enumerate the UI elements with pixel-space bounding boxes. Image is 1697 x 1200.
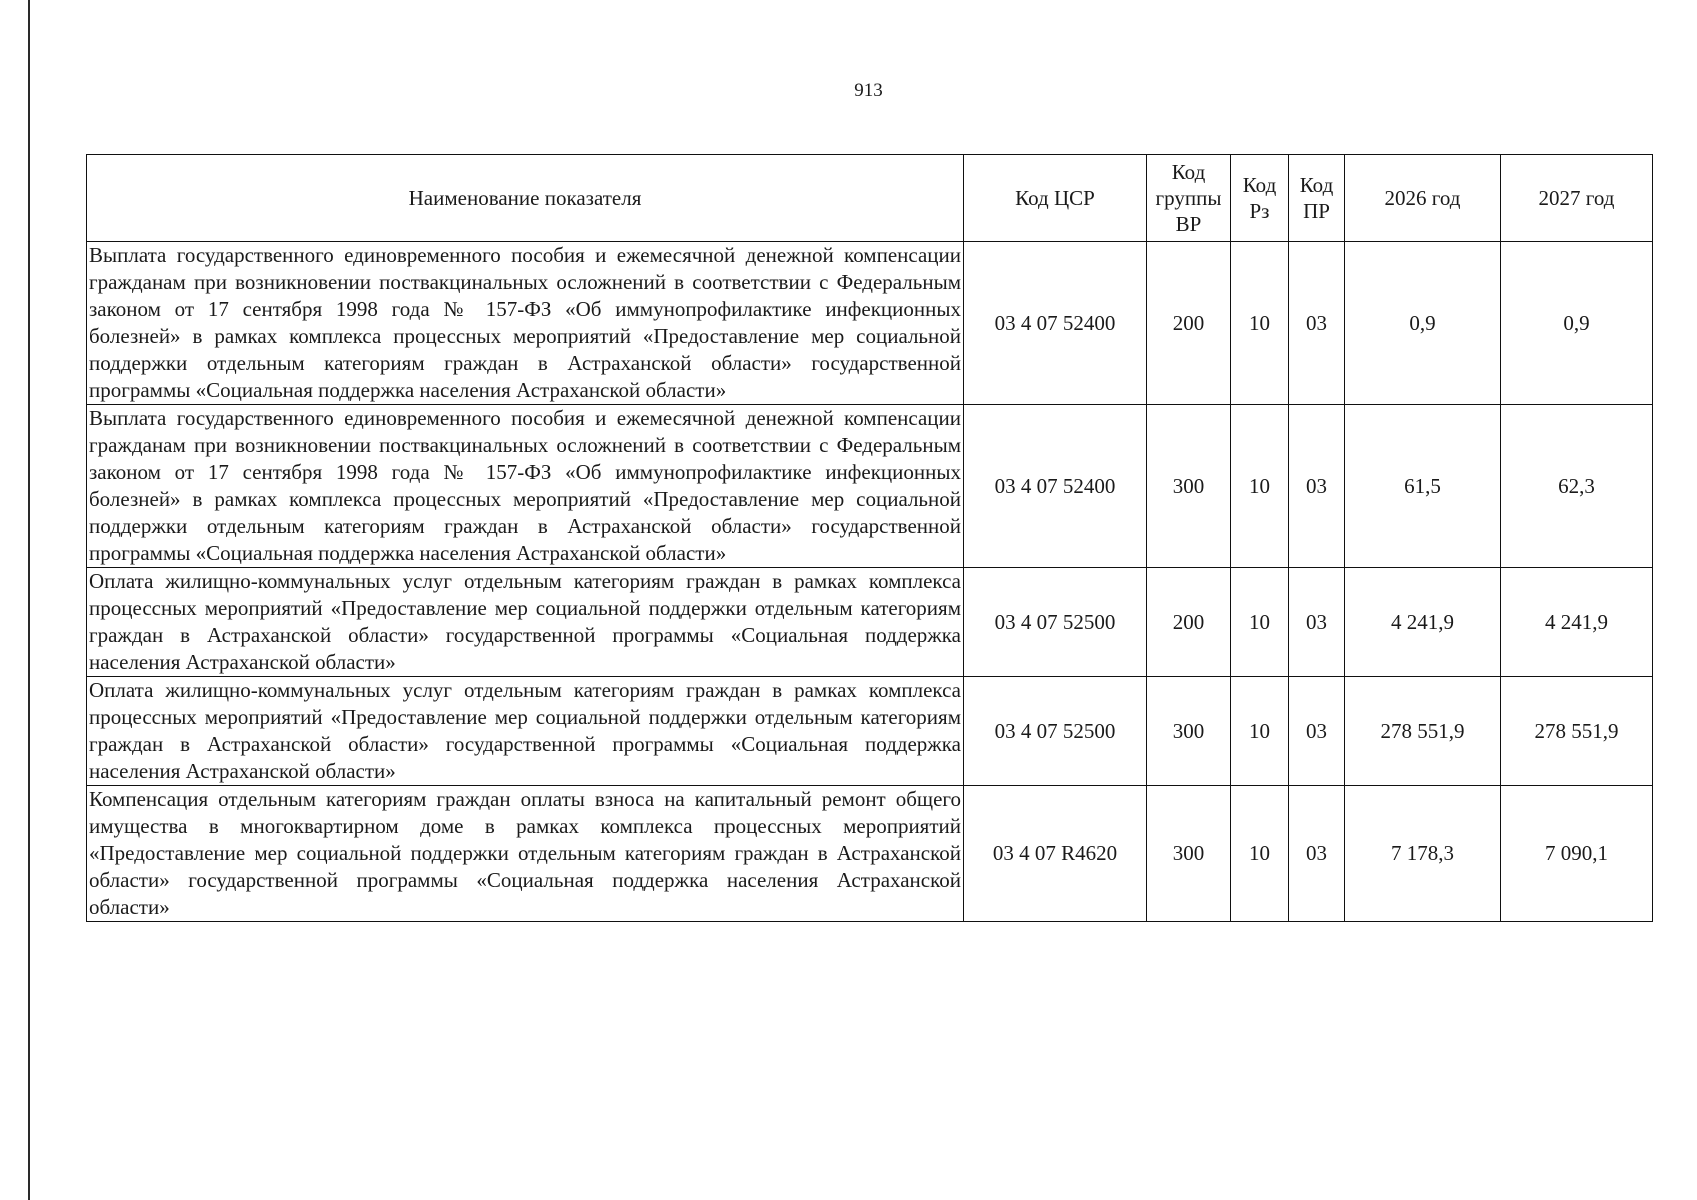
header-pr: Код ПР xyxy=(1289,155,1345,242)
table-header-row xyxy=(87,155,1653,242)
row-vr: 200 xyxy=(1147,568,1231,677)
table-row xyxy=(87,242,1653,405)
row-name: Выплата государственного единовременного пособия и ежемесячной денежной компенсации гражданам при возникновении поствакцинальных осложнений в соответствии с Федеральным законом от 17 сентября 1998 года № 157-ФЗ «Об иммунопрофилактике инфекционных болезней» в рамках комплекса процессных мероприятий «Предоставление мер социальной поддержки отдельным категориям граждан в Астраханской области» государственной программы «Социальная поддержка населения Астраханской области» xyxy=(87,405,964,568)
row-2026: 7 178,3 xyxy=(1345,786,1501,922)
row-name: Выплата государственного единовременного пособия и ежемесячной денежной компенсации гражданам при возникновении поствакцинальных осложнений в соответствии с Федеральным законом от 17 сентября 1998 года № 157-ФЗ «Об иммунопрофилактике инфекционных болезней» в рамках комплекса процессных мероприятий «Предоставление мер социальной поддержки отдельным категориям граждан в Астраханской области» государственной программы «Социальная поддержка населения Астраханской области» xyxy=(87,242,964,405)
table-row xyxy=(87,568,1653,677)
table-row xyxy=(87,405,1653,568)
row-rz: 10 xyxy=(1231,786,1289,922)
row-name: Оплата жилищно-коммунальных услуг отдельным категориям граждан в рамках комплекса процессных мероприятий «Предоставление мер социальной поддержки отдельным категориям граждан в Астраханской области» государственной программы «Социальная поддержка населения Астраханской области» xyxy=(87,568,964,677)
row-pr: 03 xyxy=(1289,677,1345,786)
header-2026: 2026 год xyxy=(1345,155,1501,242)
table-row xyxy=(87,786,1653,922)
row-csr: 03 4 07 52500 xyxy=(964,677,1147,786)
row-rz: 10 xyxy=(1231,242,1289,405)
header-name: Наименование показателя xyxy=(87,155,964,242)
row-pr: 03 xyxy=(1289,242,1345,405)
row-2026: 278 551,9 xyxy=(1345,677,1501,786)
header-csr: Код ЦСР xyxy=(964,155,1147,242)
row-2027: 7 090,1 xyxy=(1501,786,1653,922)
row-2027: 278 551,9 xyxy=(1501,677,1653,786)
row-vr: 300 xyxy=(1147,677,1231,786)
row-pr: 03 xyxy=(1289,786,1345,922)
row-rz: 10 xyxy=(1231,677,1289,786)
header-vr: Код группы ВР xyxy=(1147,155,1231,242)
row-csr: 03 4 07 52400 xyxy=(964,405,1147,568)
binding-line xyxy=(28,0,30,1200)
header-rz: Код Рз xyxy=(1231,155,1289,242)
row-pr: 03 xyxy=(1289,405,1345,568)
row-vr: 200 xyxy=(1147,242,1231,405)
budget-table xyxy=(86,154,1653,922)
row-2026: 4 241,9 xyxy=(1345,568,1501,677)
row-2027: 4 241,9 xyxy=(1501,568,1653,677)
header-2027: 2027 год xyxy=(1501,155,1653,242)
row-rz: 10 xyxy=(1231,568,1289,677)
row-2027: 62,3 xyxy=(1501,405,1653,568)
row-2026: 0,9 xyxy=(1345,242,1501,405)
table-row xyxy=(87,677,1653,786)
page-number: 913 xyxy=(854,80,883,101)
row-rz: 10 xyxy=(1231,405,1289,568)
row-vr: 300 xyxy=(1147,786,1231,922)
row-csr: 03 4 07 52400 xyxy=(964,242,1147,405)
row-name: Компенсация отдельным категориям граждан оплаты взноса на капитальный ремонт общего имущества в многоквартирном доме в рамках комплекса процессных мероприятий «Предоставление мер социальной поддержки отдельным категориям граждан в Астраханской области» государственной программы «Социальная поддержка населения Астраханской области» xyxy=(87,786,964,922)
row-csr: 03 4 07 R4620 xyxy=(964,786,1147,922)
row-2027: 0,9 xyxy=(1501,242,1653,405)
row-name: Оплата жилищно-коммунальных услуг отдельным категориям граждан в рамках комплекса процессных мероприятий «Предоставление мер социальной поддержки отдельным категориям граждан в Астраханской области» государственной программы «Социальная поддержка населения Астраханской области» xyxy=(87,677,964,786)
row-pr: 03 xyxy=(1289,568,1345,677)
row-2026: 61,5 xyxy=(1345,405,1501,568)
row-vr: 300 xyxy=(1147,405,1231,568)
row-csr: 03 4 07 52500 xyxy=(964,568,1147,677)
